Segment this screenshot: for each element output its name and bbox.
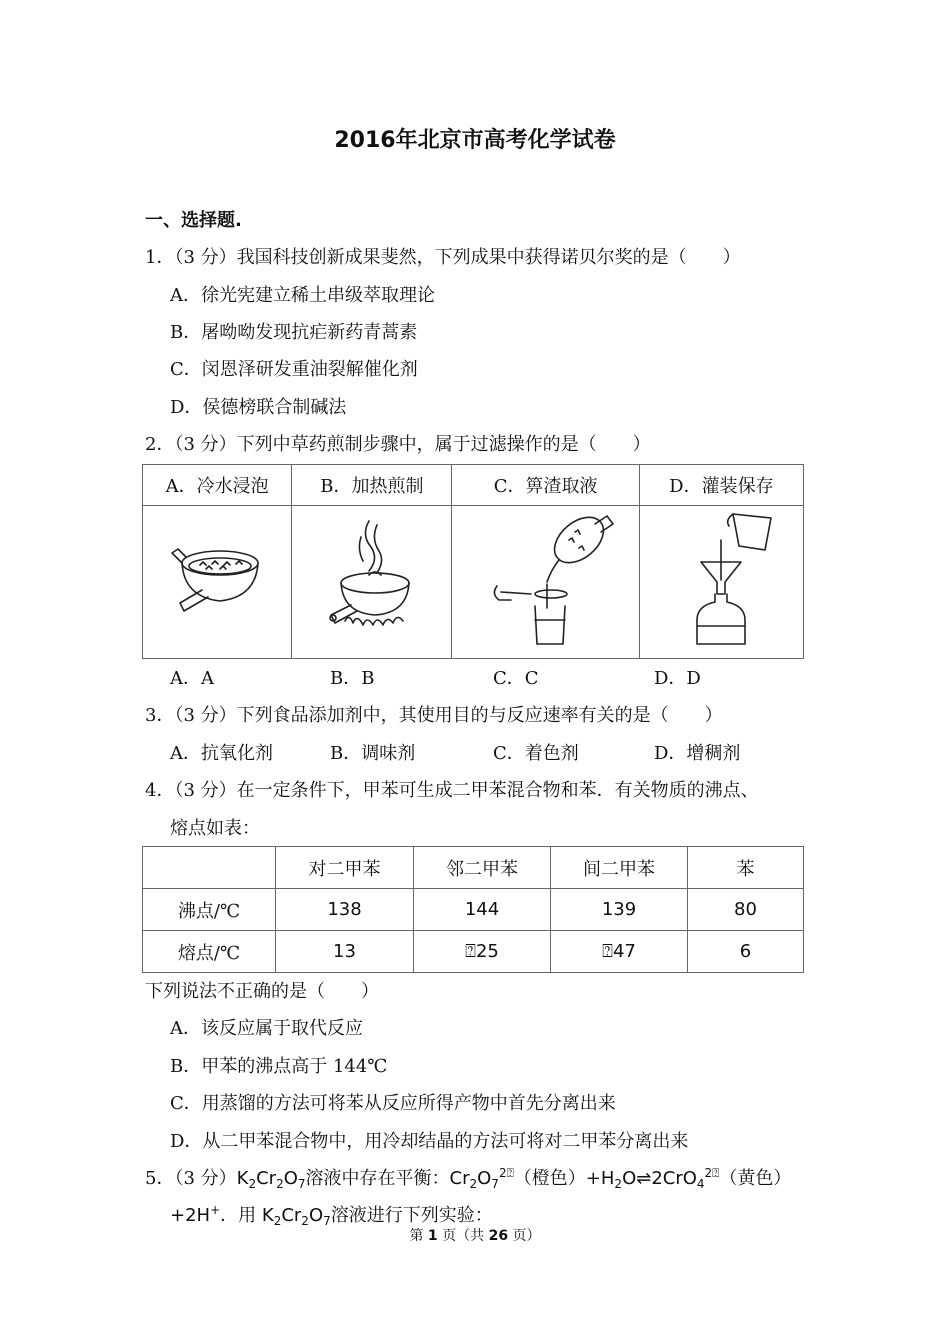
question-2-table bbox=[142, 464, 804, 659]
table-row bbox=[143, 889, 804, 931]
q4-row-label: 沸点/℃ bbox=[143, 889, 276, 931]
q4-row-label: 熔点/℃ bbox=[143, 931, 276, 973]
q4-col-header: 邻二甲苯 bbox=[414, 847, 551, 889]
q2-figure-a bbox=[143, 506, 292, 659]
formula-chromate: ⇌2CrO$_4^{2⍰}$ bbox=[636, 1166, 720, 1191]
question-2-option-b: B．B bbox=[330, 668, 375, 689]
question-4-prompt: 下列说法不正确的是（ ） bbox=[145, 981, 379, 1002]
table-row bbox=[143, 931, 804, 973]
question-4-option-b: B．甲苯的沸点高于 144℃ bbox=[170, 1056, 388, 1077]
q2-header-c: C．箅渣取液 bbox=[452, 465, 639, 506]
question-1-stem: 1．（3 分）我国科技创新成果斐然，下列成果中获得诺贝尔奖的是（ ） bbox=[145, 247, 741, 268]
question-4-option-c: C．用蒸馏的方法可将苯从反应所得产物中首先分离出来 bbox=[170, 1093, 616, 1114]
q2-header-a: A．冷水浸泡 bbox=[143, 465, 292, 506]
page-number: 1 bbox=[427, 1228, 438, 1244]
q4-cell: ⍰47 bbox=[551, 931, 688, 973]
question-2-stem: 2．（3 分）下列中草药煎制步骤中，属于过滤操作的是（ ） bbox=[145, 434, 651, 455]
question-3-option-d: D．增稠剂 bbox=[654, 743, 741, 764]
q4-cell: 139 bbox=[551, 889, 688, 931]
q2-header-d: D．灌装保存 bbox=[639, 465, 803, 506]
question-3-stem: 3．（3 分）下列食品添加剂中，其使用目的与反应速率有关的是（ ） bbox=[145, 705, 723, 726]
q2-figure-c bbox=[452, 506, 639, 659]
question-5-stem-line1: 5．（3 分）$K_2Cr_2O_7$溶液中存在平衡：$Cr_2O_7^{2⍰}$（橙色）$+H_2O\rightleftharpoons 2CrO_4^{2⍰}$（黄色） bbox=[145, 1166, 792, 1191]
question-1-option-d: D．侯德榜联合制碱法 bbox=[170, 397, 347, 418]
missing-glyph: ⍰ bbox=[465, 941, 476, 962]
page-footer: 第 1 页（共 26 页） bbox=[409, 1228, 541, 1244]
question-3-option-a: A．抗氧化剂 bbox=[170, 743, 273, 764]
q4-cell: ⍰25 bbox=[414, 931, 551, 973]
pot-heating-icon bbox=[317, 517, 427, 642]
q4-cell: 138 bbox=[276, 889, 414, 931]
q2-header-b: B．加热煎制 bbox=[292, 465, 452, 506]
q4-table-corner bbox=[143, 847, 276, 889]
question-4-option-a: A．该反应属于取代反应 bbox=[170, 1018, 363, 1039]
formula-water: $H_2O$ bbox=[600, 1168, 637, 1191]
filtering-icon bbox=[471, 510, 621, 650]
question-3-option-c: C．着色剂 bbox=[493, 743, 579, 764]
page-title: 2016年北京市高考化学试卷 bbox=[334, 128, 616, 153]
question-4-stem-line2: 熔点如表： bbox=[170, 818, 260, 839]
missing-glyph: ⍰ bbox=[602, 941, 613, 962]
q4-col-header: 间二甲苯 bbox=[551, 847, 688, 889]
question-4-stem-line1: 4．（3 分）在一定条件下，甲苯可生成二甲苯混合物和苯．有关物质的沸点、 bbox=[145, 780, 759, 801]
section-heading: 一、选择题. bbox=[145, 210, 242, 231]
question-4-table bbox=[142, 846, 804, 973]
formula-k2cr2o7: $K_2Cr_2O_7$ bbox=[261, 1205, 331, 1228]
q4-cell: 144 bbox=[414, 889, 551, 931]
pot-soaking-icon bbox=[162, 535, 272, 625]
bottling-icon bbox=[661, 510, 781, 650]
question-3-option-b: B．调味剂 bbox=[330, 743, 416, 764]
q4-col-header: 苯 bbox=[688, 847, 804, 889]
q4-cell: 13 bbox=[276, 931, 414, 973]
formula-dichromate: $Cr_2O_7^{2⍰}$ bbox=[449, 1166, 514, 1191]
question-1-option-b: B．屠呦呦发现抗疟新药青蒿素 bbox=[170, 322, 418, 343]
q2-figure-b bbox=[292, 506, 452, 659]
total-pages: 26 bbox=[488, 1228, 509, 1244]
q4-cell: 80 bbox=[688, 889, 804, 931]
q4-cell: 6 bbox=[688, 931, 804, 973]
question-5-stem-line2: +2H+．用 $K_2Cr_2O_7$溶液进行下列实验： bbox=[170, 1203, 493, 1228]
question-2-option-a: A．A bbox=[170, 668, 214, 689]
question-1-option-a: A．徐光宪建立稀土串级萃取理论 bbox=[170, 285, 435, 306]
question-2-option-d: D．D bbox=[654, 668, 701, 689]
q4-col-header: 对二甲苯 bbox=[276, 847, 414, 889]
formula-k2cr2o7: $K_2Cr_2O_7$ bbox=[236, 1168, 306, 1191]
question-4-option-d: D．从二甲苯混合物中，用冷却结晶的方法可将对二甲苯分离出来 bbox=[170, 1131, 689, 1152]
q2-figure-d bbox=[639, 506, 803, 659]
question-1-option-c: C．闵恩泽研发重油裂解催化剂 bbox=[170, 359, 418, 380]
question-2-option-c: C．C bbox=[493, 668, 539, 689]
